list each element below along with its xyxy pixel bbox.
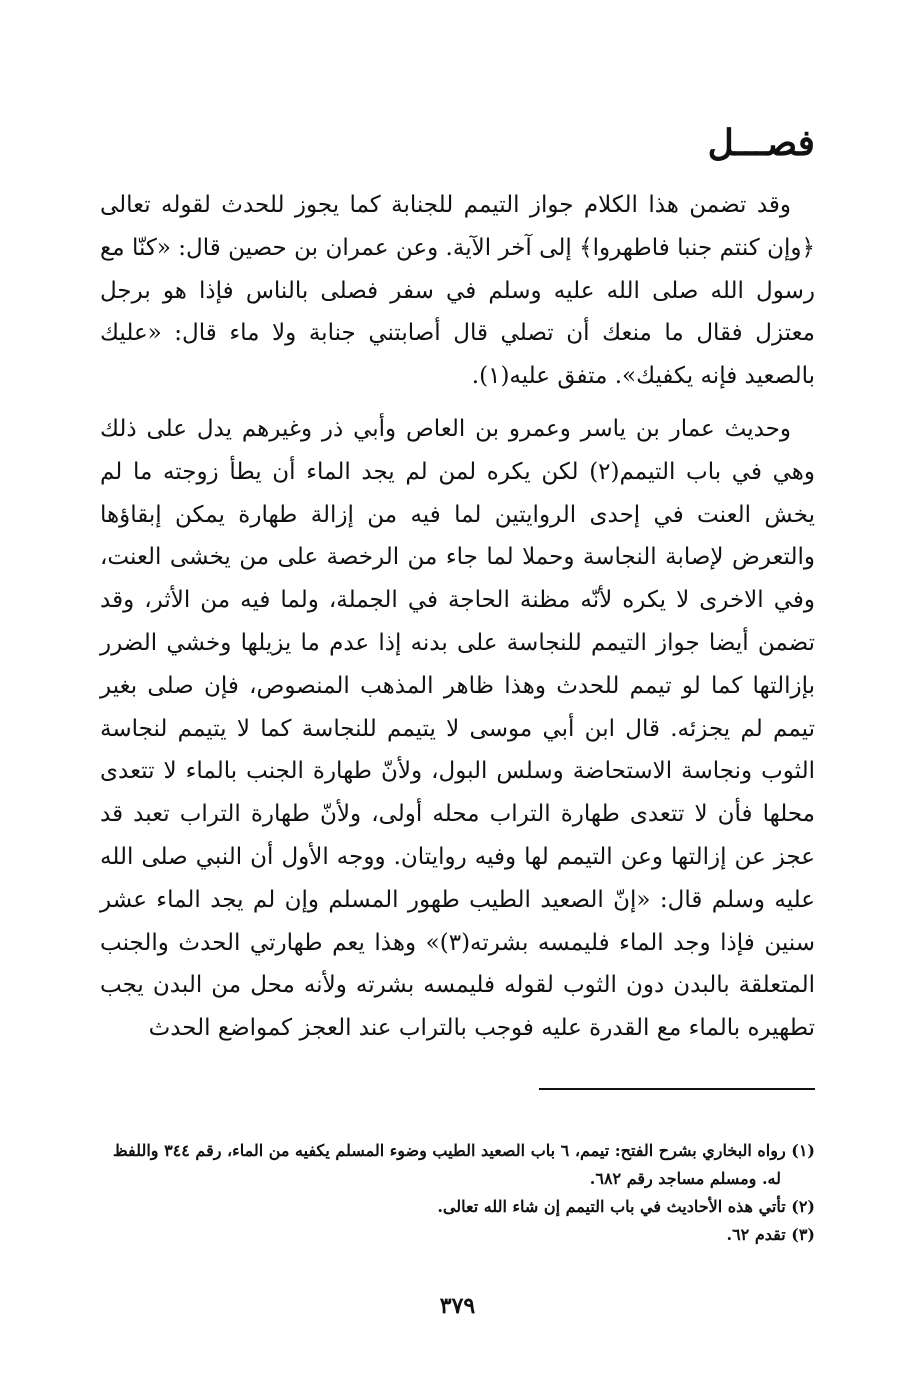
section-heading: فصـــل	[707, 122, 815, 164]
paragraph: وحديث عمار بن ياسر وعمرو بن العاص وأبي ذر وغيرهم يدل على ذلك وهي في باب التيمم(٢) لكن يكره لمن لم يجد الماء أن يطأ زوجته ما لم يخش العنت في إحدى الروايتين لما فيه من إزالة طهارة يمكن إبقاؤها والتعرض لإصابة النجاسة وحملا لما جاء من الرخصة على من يخشى العنت، وفي الاخرى لا يكره لأنّه مظنة الحاجة في الجملة، ولما فيه من الأثر، وقد تضمن أيضا جواز التيمم للنجاسة على بدنه إذا عدم ما يزيلها وخشي الضرر بإزالتها كما لو تيمم للحدث وهذا ظاهر المذهب المنصوص، فإن صلى بغير تيمم لم يجزئه. قال ابن أبي موسى لا يتيمم للنجاسة كما لا يتيمم لنجاسة الثوب ونجاسة الاستحاضة وسلس البول، ولأنّ طهارة الجنب بالماء لا تتعدى محلها فأن لا تتعدى طهارة التراب محله أولى، ولأنّ طهارة التراب تعبد قد عجز عن إزالتها وعن التيمم لها وفيه روايتان. ووجه الأول أن النبي صلى الله عليه وسلم قال: «إنّ الصعيد الطيب طهور المسلم وإن لم يجد الماء عشر سنين فإذا وجد الماء فليمسه بشرته(٣)» وهذا يعم طهارتي الحدث والجنب المتعلقة بالبدن دون الثوب لقوله فليمسه بشرته ولأنه محل من البدن يجب تطهيره بالماء مع القدرة عليه فوجب بالتراب عند العجز كمواضع الحدث	[100, 415, 816, 1042]
footnotes	[100, 1137, 815, 1249]
footnote: (١) رواه البخاري بشرح الفتح: تيمم، ٦ باب الصعيد الطيب وضوء المسلم يكفيه من الماء، رقم ٣٤٤ واللفظ له. ومسلم مساجد رقم ٦٨٢.	[112, 1141, 815, 1188]
page-number: ٣٧٩	[439, 1293, 476, 1319]
paragraph: وقد تضمن هذا الكلام جواز التيمم للجنابة كما يجوز للحدث لقوله تعالى ﴿وإن كنتم جنبا فاطهروا﴾ إلى آخر الآية. وعن عمران بن حصين قال: «كنّا مع رسول الله صلى الله عليه وسلم في سفر فصلى بالناس فإذا هو برجل معتزل فقال ما منعك أن تصلي قال أصابتني جنابة ولا ماء قال: «عليك بالصعيد فإنه يكفيك». متفق عليه(١).	[100, 192, 815, 390]
footnote: (٢) تأتي هذه الأحاديث في باب التيمم إن شاء الله تعالى.	[437, 1197, 815, 1216]
footnote: (٣) تقدم ٦٢.	[726, 1225, 815, 1244]
footnote-divider	[539, 1088, 815, 1090]
body-text	[100, 184, 815, 1050]
